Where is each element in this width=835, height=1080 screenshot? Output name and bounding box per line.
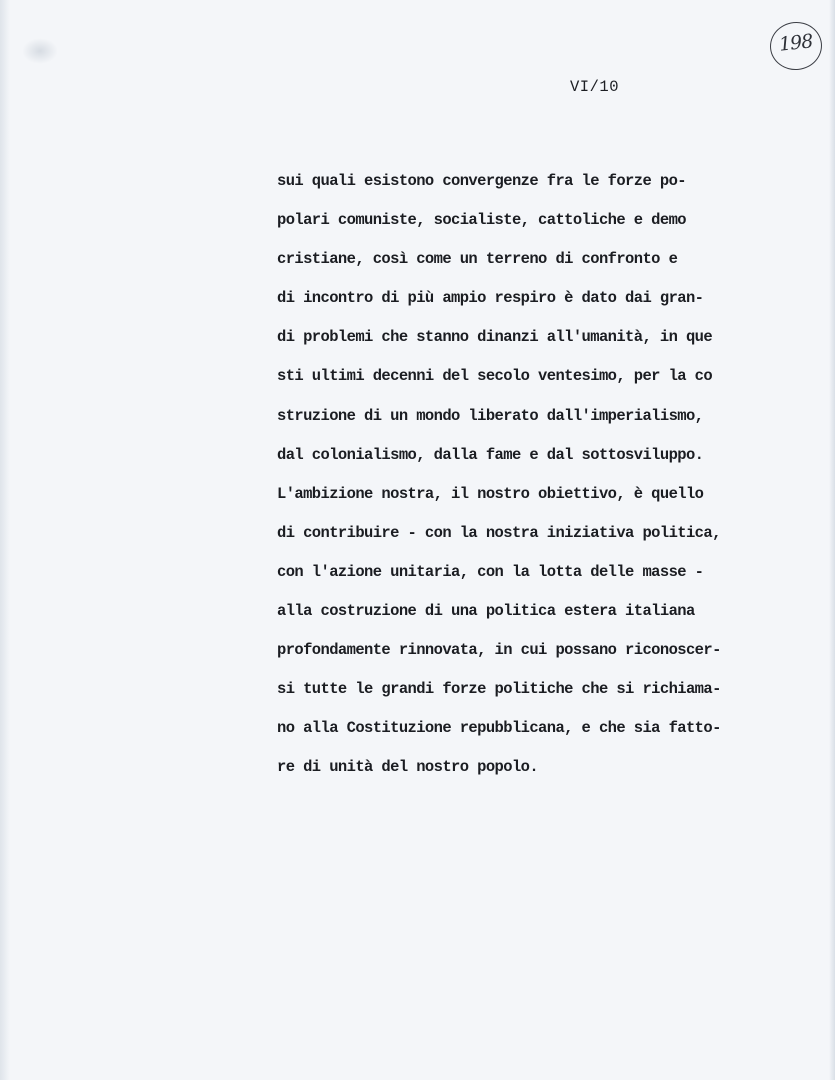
text-line: polari comuniste, socialiste, cattoliche e demo <box>277 211 686 230</box>
scan-edge-right <box>829 0 835 1080</box>
text-line: si tutte le grandi forze politiche che si richiama- <box>277 680 721 699</box>
text-line: sui quali esistono convergenze fra le forze po- <box>277 172 686 190</box>
text-line: di incontro di più ampio respiro è dato dai gran- <box>277 289 704 308</box>
text-line: profondamente rinnovata, in cui possano riconoscer- <box>277 641 721 660</box>
folio-number: 198 <box>777 30 814 56</box>
text-line: alla costruzione di una politica estera italiana <box>277 602 695 621</box>
text-line: re di unità del nostro popolo. <box>277 758 539 777</box>
text-line: cristiane, così come un terreno di confronto e <box>277 250 678 269</box>
body-text <box>277 168 797 794</box>
text-line: con l'azione unitaria, con la lotta delle masse - <box>277 562 704 581</box>
scan-edge-left <box>0 0 10 1080</box>
text-line: di problemi che stanno dinanzi all'umanità, in que <box>277 328 713 347</box>
text-line: sti ultimi decenni del secolo ventesimo, per la co <box>277 367 713 386</box>
text-line: no alla Costituzione repubblicana, e che sia fatto- <box>277 719 721 738</box>
page-reference: VI/10 <box>570 78 620 96</box>
scan-smudge <box>22 38 58 64</box>
folio-stamp <box>768 19 825 72</box>
text-line: L'ambizione nostra, il nostro obiettivo, è quello <box>277 484 704 503</box>
text-line: dal colonialismo, dalla fame e dal sottosviluppo. <box>277 445 704 464</box>
text-line: struzione di un mondo liberato dall'imperialismo, <box>277 406 704 425</box>
text-line: di contribuire - con la nostra iniziativa politica, <box>277 523 721 542</box>
